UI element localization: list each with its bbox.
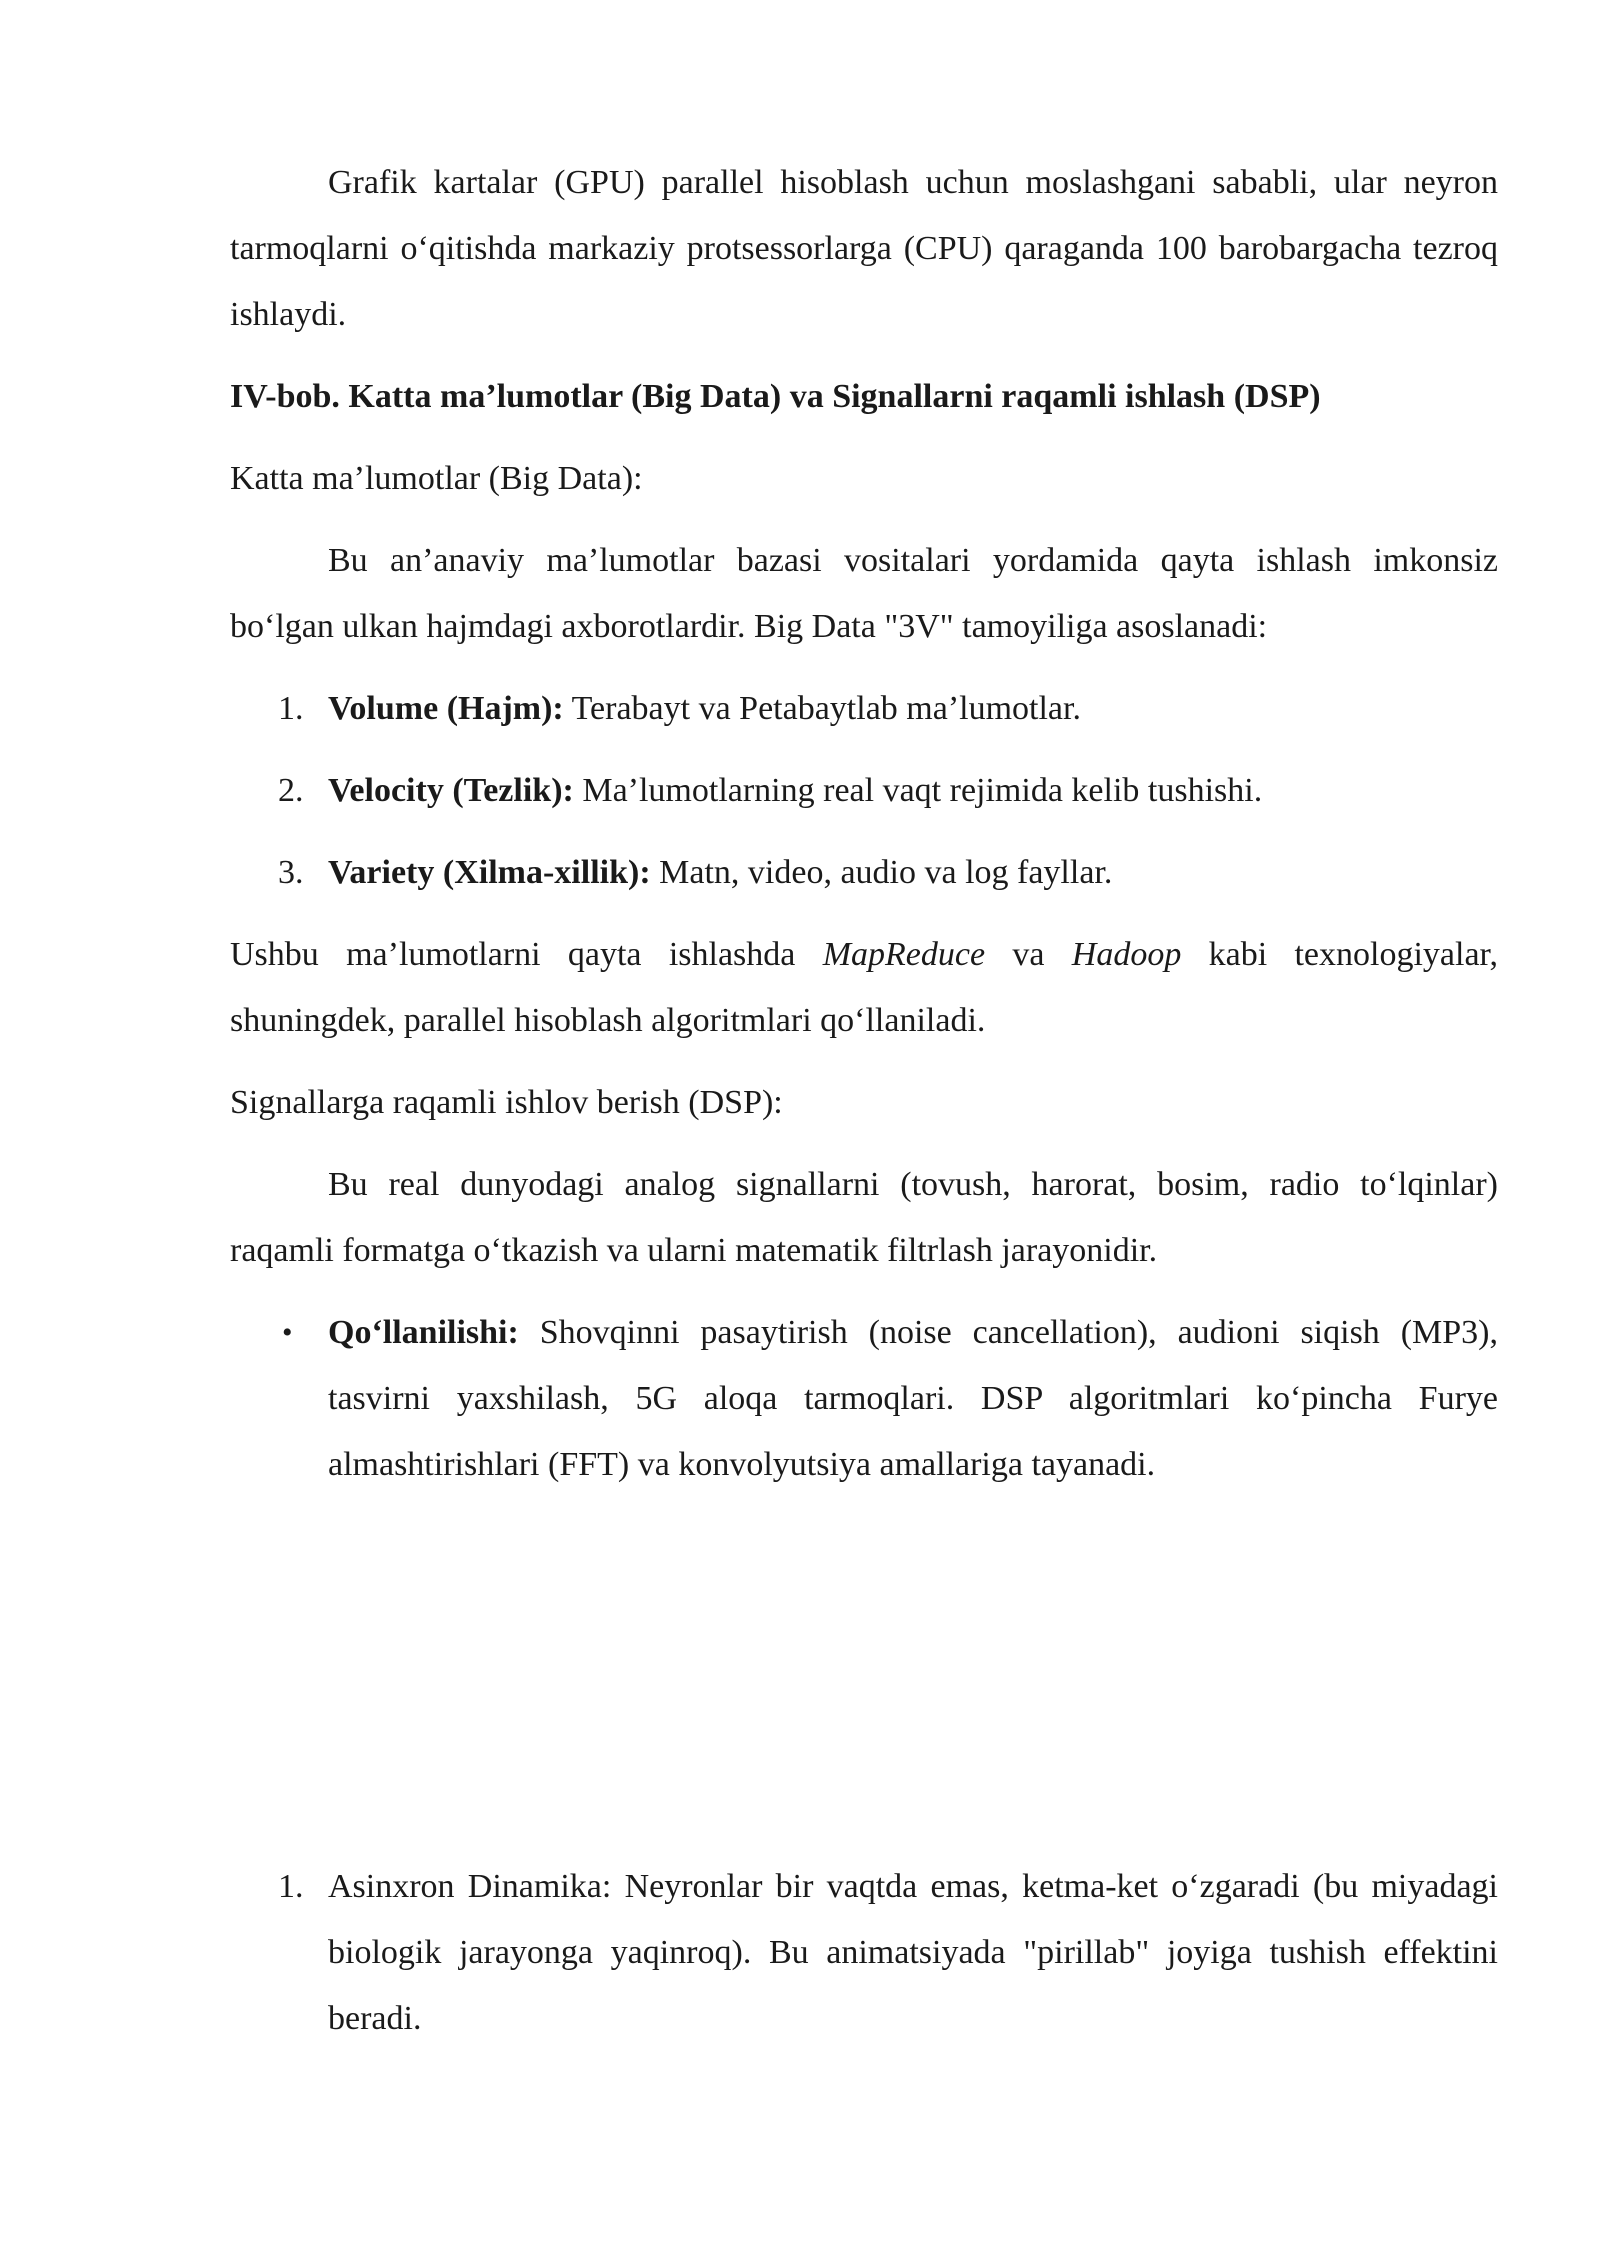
list-item: [230, 840, 1498, 906]
processing-text-b: va: [985, 936, 1072, 973]
list-number: 1.: [278, 1868, 304, 1905]
list-item: [230, 758, 1498, 824]
list-number: 3.: [278, 854, 304, 891]
list-item: [230, 1300, 1498, 1498]
bigdata-title: Katta ma’lumotlar (Big Data):: [230, 460, 643, 497]
list-item: [230, 1854, 1498, 2052]
hadoop-term: Hadoop: [1071, 936, 1182, 973]
dsp-intro: Bu real dunyodagi analog signallarni (tovush, harorat, bosim, radio to‘lqinlar) raqamli formatga o‘tkazish va ularni matematik filtrlash jarayonidir.: [230, 1166, 1498, 1269]
list-term: Velocity (Tezlik):: [328, 772, 574, 809]
list-number: 2.: [278, 772, 304, 809]
async-list: [230, 1854, 1498, 2052]
three-v-list: [230, 676, 1498, 906]
list-text: Shovqinni pasaytirish (noise cancellation), audioni siqish (MP3), tasvirni yaxshilash, 5G aloqa tarmoqlari. DSP algoritmlari ko‘pincha Furye almashtirishlari (FFT) va konvolyutsiya amallariga tayanadi.: [328, 1314, 1498, 1483]
processing-text-a: Ushbu ma’lumotlarni qayta ishlashda: [230, 936, 823, 973]
document-page: [230, 150, 1498, 2052]
dsp-title: Signallarga raqamli ishlov berish (DSP):: [230, 1084, 783, 1121]
bullet-icon: •: [282, 1316, 293, 1349]
blank-space: [230, 1498, 1498, 1838]
list-item: [230, 676, 1498, 742]
mapreduce-term: MapReduce: [822, 936, 986, 973]
list-text: Matn, video, audio va log fayllar.: [650, 854, 1113, 891]
list-number: 1.: [278, 690, 304, 727]
chapter-heading: IV-bob. Katta ma’lumotlar (Big Data) va Signallarni raqamli ishlash (DSP): [230, 378, 1321, 415]
list-term: Variety (Xilma-xillik):: [328, 854, 651, 891]
dsp-bullet-list: [230, 1300, 1498, 1498]
list-term: Qo‘llanilishi:: [328, 1314, 519, 1351]
gpu-paragraph: Grafik kartalar (GPU) parallel hisoblash uchun moslashgani sababli, ular neyron tarmoqlarni o‘qitishda markaziy protsessorlarga (CPU) qaraganda 100 barobargacha tezroq ishlaydi.: [230, 164, 1498, 333]
list-term: Volume (Hajm):: [328, 690, 564, 727]
list-text: Asinxron Dinamika: Neyronlar bir vaqtda emas, ketma-ket o‘zgaradi (bu miyadagi biologik jarayonga yaqinroq). Bu animatsiyada "pirillab" joyiga tushish effektini beradi.: [328, 1868, 1498, 2037]
list-text: Ma’lumotlarning real vaqt rejimida kelib tushishi.: [573, 772, 1263, 809]
processing-text-c: kabi texnologiyalar, shuningdek, parallel hisoblash algoritmlari qo‘llaniladi.: [230, 936, 1498, 1039]
processing-paragraph: [230, 922, 1498, 1054]
bigdata-intro: Bu an’anaviy ma’lumotlar bazasi vositalari yordamida qayta ishlash imkonsiz bo‘lgan ulkan hajmdagi axborotlardir. Big Data "3V" tamoyiliga asoslanadi:: [230, 542, 1498, 645]
list-text: Terabayt va Petabaytlab ma’lumotlar.: [563, 690, 1081, 727]
